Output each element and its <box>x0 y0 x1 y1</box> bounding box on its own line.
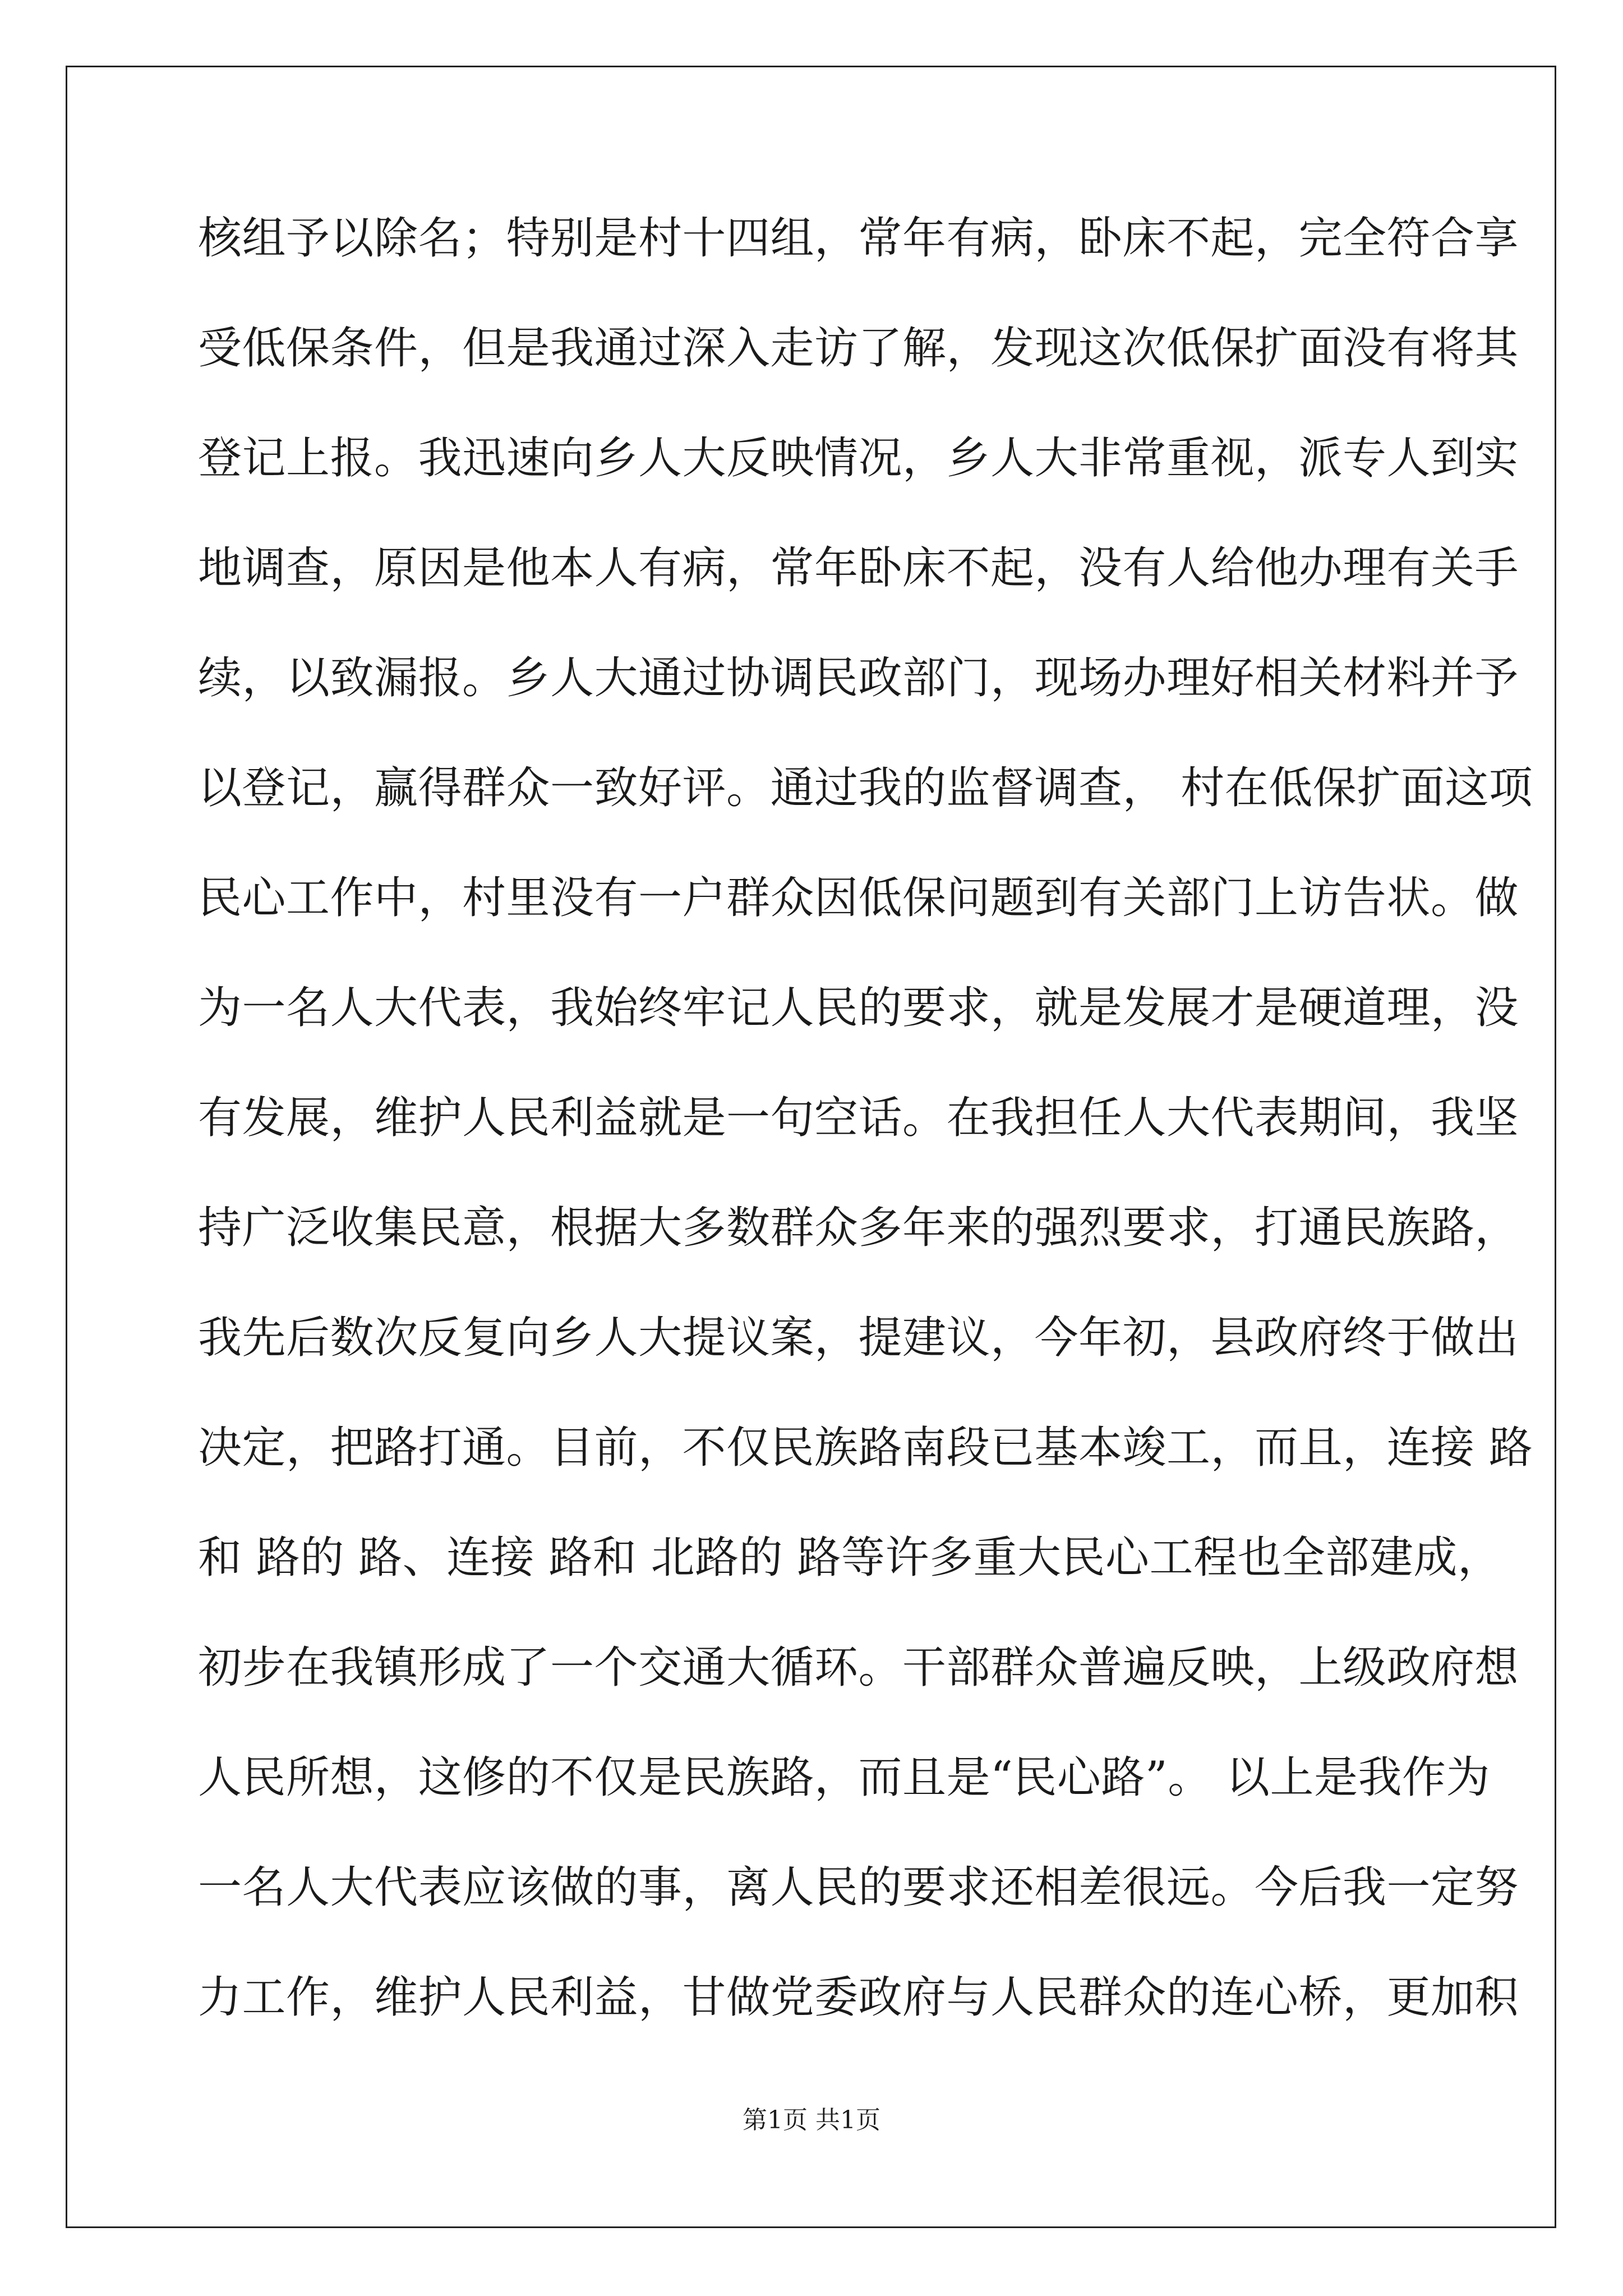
document-body <box>198 205 1533 2074</box>
text-line: 初步在我镇形成了一个交通大循环。干部群众普遍反映，上级政府想 <box>198 1642 1519 1693</box>
text-line: 受低保条件，但是我通过深入走访了解，发现这次低保扩面没有将其 <box>198 323 1519 374</box>
text-line: 续，以致漏报。乡人大通过协调民政部门，现场办理好相关材料并予 <box>198 653 1519 703</box>
text-line: 民心工作中，村里没有一户群众因低保问题到有关部门上访告状。做 <box>198 873 1519 923</box>
text-line: 持广泛收集民意，根据大多数群众多年来的强烈要求，打通民族路， <box>198 1203 1519 1253</box>
text-line: 为一名人大代表，我始终牢记人民的要求，就是发展才是硬道理，没 <box>198 983 1519 1033</box>
page-number: 第1页 共1页 <box>743 2106 880 2134</box>
text-line: 和 路的 路、连接 路和 北路的 路等许多重大民心工程也全部建成， <box>198 1533 1502 1583</box>
text-line: 人民所想，这修的不仅是民族路，而且是“民心路”。 以上是我作为 <box>198 1752 1491 1803</box>
text-line: 力工作，维护人民利益，甘做党委政府与人民群众的连心桥，更加积 <box>198 1972 1519 2023</box>
text-line: 一名人大代表应该做的事，离人民的要求还相差很远。今后我一定努 <box>198 1862 1519 1913</box>
text-line: 决定，把路打通。目前，不仅民族路南段已基本竣工，而且，连接 路 <box>198 1423 1533 1473</box>
text-line: 我先后数次反复向乡人大提议案，提建议，今年初，县政府终于做出 <box>198 1313 1519 1363</box>
text-line: 登记上报。我迅速向乡人大反映情况，乡人大非常重视，派专人到实 <box>198 433 1519 484</box>
text-line: 地调查，原因是他本人有病，常年卧床不起，没有人给他办理有关手 <box>198 543 1519 593</box>
text-line: 核组予以除名；特别是村十四组，常年有病，卧床不起，完全符合享 <box>198 213 1519 264</box>
text-line: 以登记，赢得群众一致好评。通过我的监督调查， 村在低保扩面这项 <box>198 763 1533 813</box>
text-line: 有发展，维护人民利益就是一句空话。在我担任人大代表期间，我坚 <box>198 1093 1519 1143</box>
